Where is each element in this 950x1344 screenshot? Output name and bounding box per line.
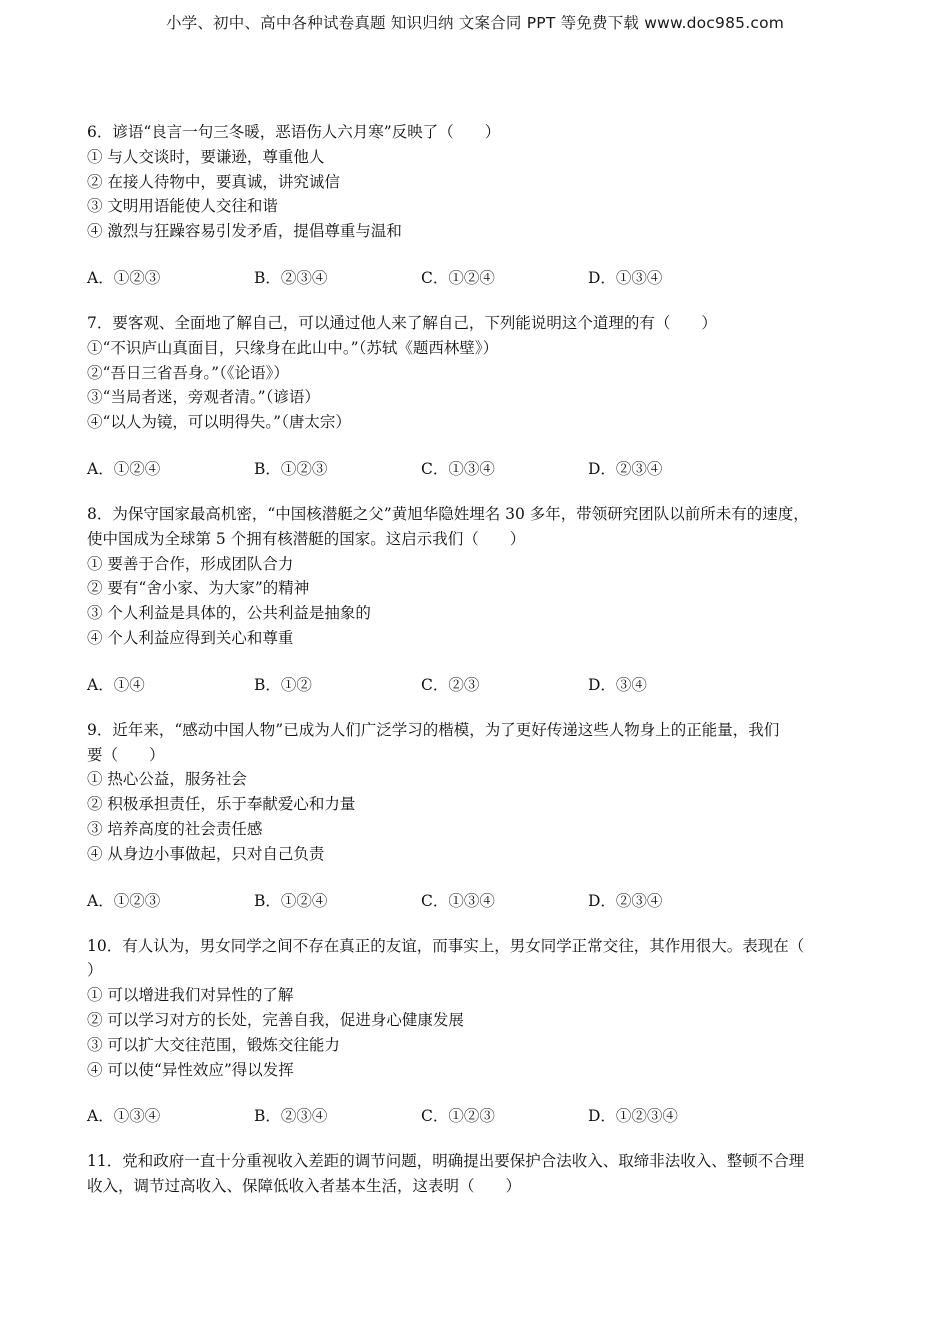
choice-d[interactable]: D．①②③④ [588, 1107, 678, 1126]
statement-item: ③ 培养高度的社会责任感 [87, 819, 263, 838]
statement-item: ④ 从身边小事做起，只对自己负责 [87, 844, 325, 863]
page-header: 小学、初中、高中各种试卷真题 知识归纳 文案合同 PPT 等免费下载 www.doc985.com [165, 14, 785, 32]
statement-item: ②“吾日三省吾身。”（《论语》） [87, 363, 289, 382]
statement-item: ② 可以学习对方的长处，完善自我，促进身心健康发展 [87, 1010, 464, 1029]
choice-c[interactable]: C．①②④ [421, 268, 495, 287]
choice-c[interactable]: C．①②③ [421, 1107, 495, 1126]
choice-c[interactable]: C．①③④ [421, 459, 495, 478]
choice-a[interactable]: A．①③④ [87, 1107, 161, 1126]
question-9 [87, 718, 877, 913]
question-stem-line: 8．为保守国家最高机密，“中国核潜艇之父”黄旭华隐姓埋名 30 多年，带领研究团队以前所未有的速度， [87, 504, 809, 523]
statement-item: ② 积极承担责任，乐于奉献爱心和力量 [87, 795, 356, 814]
choice-b[interactable]: B．①②④ [254, 891, 328, 910]
statement-item: ④ 激烈与狂躁容易引发矛盾，提倡尊重与温和 [87, 222, 402, 241]
question-stem: 7．要客观、全面地了解自己，可以通过他人来了解自己，下列能说明这个道理的有（ ） [87, 313, 717, 332]
statement-item: ① 热心公益，服务社会 [87, 770, 247, 789]
answer-choices [87, 1104, 877, 1128]
question-stem-line: 收入，调节过高收入、保障低收入者基本生活，这表明（ ） [87, 1177, 522, 1196]
choice-d[interactable]: D．②③④ [588, 459, 663, 478]
question-stem-line: 要（ ） [87, 745, 165, 764]
question-stem-line: 11．党和政府一直十分重视收入差距的调节问题，明确提出要保护合法收入、取缔非法收入、整顿不合理 [87, 1152, 805, 1171]
choice-a[interactable]: A．①②④ [87, 459, 161, 478]
statement-item: ① 要善于合作，形成团队合力 [87, 554, 294, 573]
question-stem-line: 使中国成为全球第 5 个拥有核潜艇的国家。这启示我们（ ） [87, 529, 526, 548]
statement-item: ④ 可以使“异性效应”得以发挥 [87, 1060, 294, 1079]
question-10 [87, 934, 877, 1129]
statement-item: ④ 个人利益应得到关心和尊重 [87, 628, 294, 647]
choice-c[interactable]: C．②③ [421, 675, 480, 694]
statement-item: ③“当局者迷，旁观者清。”（谚语） [87, 388, 320, 407]
question-7 [87, 311, 877, 481]
statement-item: ① 与人交谈时，要谦逊，尊重他人 [87, 147, 325, 166]
choice-b[interactable]: B．①②③ [254, 459, 328, 478]
statement-item: ② 在接人待物中，要真诚，讲究诚信 [87, 172, 340, 191]
question-11 [87, 1149, 877, 1199]
choice-a[interactable]: A．①④ [87, 675, 145, 694]
statement-item: ③ 个人利益是具体的，公共利益是抽象的 [87, 604, 371, 623]
question-stem-line: 9．近年来，“感动中国人物”已成为人们广泛学习的楷模，为了更好传递这些人物身上的正能量，我们 [87, 720, 780, 739]
answer-choices [87, 266, 877, 290]
question-8 [87, 502, 877, 697]
choice-c[interactable]: C．①③④ [421, 891, 495, 910]
answer-choices [87, 889, 877, 913]
choice-d[interactable]: D．③④ [588, 675, 647, 694]
question-stem-line: 10．有人认为，男女同学之间不存在真正的友谊，而事实上，男女同学正常交往，其作用很大。表现在（ [87, 936, 805, 955]
choice-b[interactable]: B．①② [254, 675, 312, 694]
question-stem: 6．谚语“良言一句三冬暖，恶语伤人六月寒”反映了（ ） [87, 123, 501, 141]
question-stem-line: ） [87, 961, 103, 980]
statement-item: ③ 可以扩大交往范围，锻炼交往能力 [87, 1035, 340, 1054]
choice-b[interactable]: B．②③④ [254, 268, 328, 287]
choice-a[interactable]: A．①②③ [87, 891, 161, 910]
answer-choices [87, 673, 877, 697]
statement-item: ①“不识庐山真面目，只缘身在此山中。”（苏轼《题西林壁》） [87, 338, 499, 357]
statement-item: ② 要有“舍小家、为大家”的精神 [87, 579, 310, 598]
answer-choices [87, 457, 877, 481]
choice-d[interactable]: D．②③④ [588, 891, 663, 910]
question-6 [87, 120, 877, 290]
choice-a[interactable]: A．①②③ [87, 268, 161, 287]
choice-b[interactable]: B．②③④ [254, 1107, 328, 1126]
choice-d[interactable]: D．①③④ [588, 268, 663, 287]
exam-content [87, 120, 877, 1220]
statement-item: ③ 文明用语能使人交往和谐 [87, 197, 278, 216]
statement-item: ① 可以增进我们对异性的了解 [87, 986, 294, 1005]
statement-item: ④“以人为镜，可以明得失。”（唐太宗） [87, 413, 351, 432]
